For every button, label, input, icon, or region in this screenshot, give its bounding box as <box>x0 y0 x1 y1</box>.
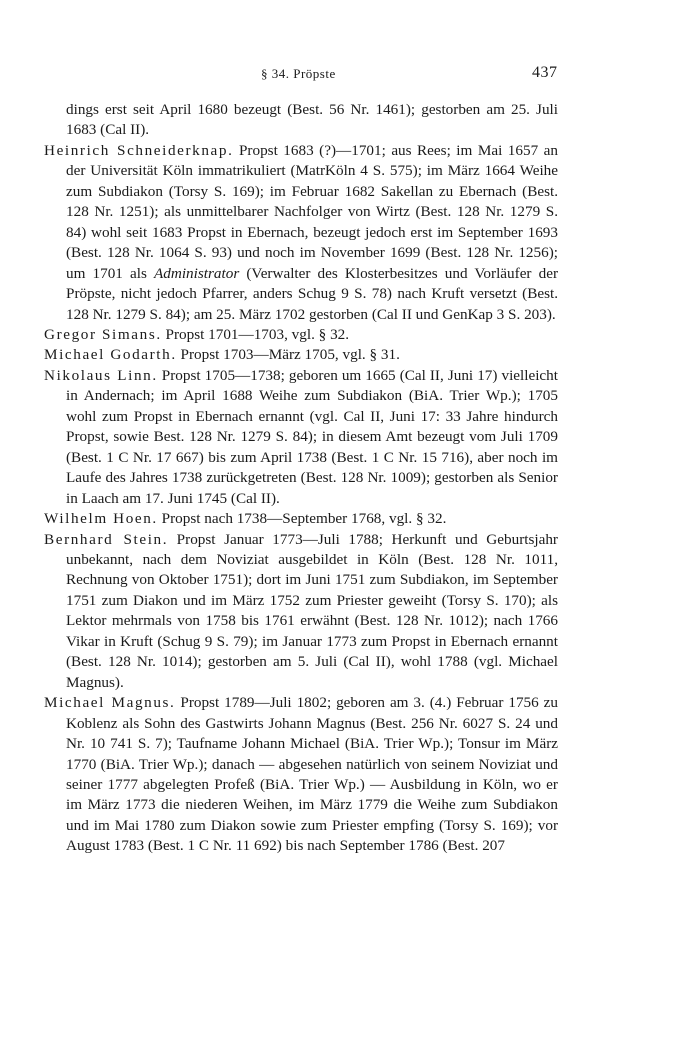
entry-text: Propst 1705—1738; geboren um 1665 (Cal II, Juni 17) vielleicht in Andernach; im April 1688 Weihe zum Subdiakon (BiA. Trier Wp.); 1705 wohl zum Propst in Ebernach ernannt (vgl. Cal II, Juni 17: 33 Jahre hindurch Propst, sowie Best. 128 Nr. 1279 S. 84); in diesem Amt bezeugt vom Juli 1709 (Best. 1 C Nr. 17 667) bis zum April 1738 (Best. 1 C Nr. 15 716), aber noch im Laufe des Jahres 1738 zurückgetreten (Best. 128 Nr. 1009); gestorben als Senior in Laach am 17. Juni 1745 (Cal II). <box>66 366 558 507</box>
body-text <box>44 100 558 857</box>
page-number: 437 <box>532 64 558 81</box>
entry-bernhard-stein <box>44 530 558 694</box>
entry-continuation <box>44 100 558 141</box>
entry-text: Propst nach 1738—September 1768, vgl. § 32. <box>157 510 447 528</box>
entry-text: Propst 1701—1703, vgl. § 32. <box>161 325 350 343</box>
entry-michael-godarth <box>44 345 558 365</box>
entry-name: Heinrich Schneiderknap. <box>44 141 234 159</box>
entry-text: Propst 1683 (?)—1701; aus Rees; im Mai 1657 an der Universität Köln immatrikuliert (MatrKöln 4 S. 575); im März 1664 Weihe zum Subdiakon (Torsy S. 169); im Februar 1682 Sakellan zu Ebernach (Best. 128 Nr. 1251); als unmittelbarer Nachfolger von Wirtz (Best. 128 Nr. 1279 S. 84) wohl seit 1683 Propst in Ebernach, bezeugt jedoch erst im September 1693 (Best. 128 Nr. 1064 S. 93) und noch im November 1699 (Best. 128 Nr. 1256); um 1701 als <box>66 141 558 282</box>
entry-name: Gregor Simans. <box>44 325 162 343</box>
entry-text: Propst 1703—März 1705, vgl. § 31. <box>176 346 400 364</box>
entry-text: dings erst seit April 1680 bezeugt (Best. 56 Nr. 1461); gestorben am 25. Juli 1683 (Cal II). <box>66 101 558 139</box>
entry-name: Nikolaus Linn. <box>44 366 158 384</box>
entry-nikolaus-linn <box>44 366 558 509</box>
running-head <box>0 64 700 86</box>
entry-gregor-simans <box>44 325 558 345</box>
entry-wilhelm-hoen <box>44 509 558 529</box>
entry-name: Michael Magnus. <box>44 694 176 712</box>
entry-text: Propst Januar 1773—Juli 1788; Herkunft und Geburtsjahr unbekannt, nach dem Noviziat ausgebildet in Köln (Best. 128 Nr. 1011, Rechnung von Oktober 1751); dort im Juni 1751 zum Subdiakon, im September 1751 zum Diakon und im März 1752 zum Priester geweiht (Torsy S. 170); als Lektor mehrmals von 1758 bis 1761 erwähnt (Best. 128 Nr. 1012); nach 1766 Vikar in Kruft (Schug 9 S. 79); im Januar 1773 zum Propst in Ebernach ernannt (Best. 128 Nr. 1014); gestorben am 5. Juli (Cal II), wohl 1788 (vgl. Michael Magnus). <box>66 530 558 691</box>
entry-text: (Verwalter des Klosterbesitzes und Vorläufer der Pröpste, nicht jedoch Pfarrer, anders Schug 9 S. 78) nach Kruft versetzt (Best. 128 Nr. 1279 S. 84); am 25. März 1702 gestorben (Cal II und GenKap 3 S. 203). <box>66 264 558 323</box>
entry-name: Michael Godarth. <box>44 346 177 364</box>
entry-name: Wilhelm Hoen. <box>44 510 158 528</box>
entry-italic-term: Administrator <box>154 264 240 282</box>
entry-michael-magnus <box>44 693 558 857</box>
running-title: § 34. Pröpste <box>261 66 336 81</box>
entry-name: Bernhard Stein. <box>44 530 169 548</box>
entry-text: Propst 1789—Juli 1802; geboren am 3. (4.) Februar 1756 zu Koblenz als Sohn des Gastwirts Johann Magnus (Best. 256 Nr. 6027 S. 24 und Nr. 10 741 S. 7); Taufname Johann Michael (BiA. Trier Wp.); Tonsur im März 1770 (BiA. Trier Wp.); danach — abgesehen natürlich von seinem Noviziat und seiner 1777 abgelegten Profeß (BiA. Trier Wp.) — Ausbildung in Köln, wo er im März 1773 die niederen Weihen, im März 1779 die Weihe zum Subdiakon und im Mai 1780 zum Diakon sowie zum Priester empfing (Torsy S. 169); vor August 1783 (Best. 1 C Nr. 11 692) bis nach September 1786 (Best. 207 <box>66 694 558 855</box>
entry-heinrich-schneiderknap <box>44 141 558 325</box>
